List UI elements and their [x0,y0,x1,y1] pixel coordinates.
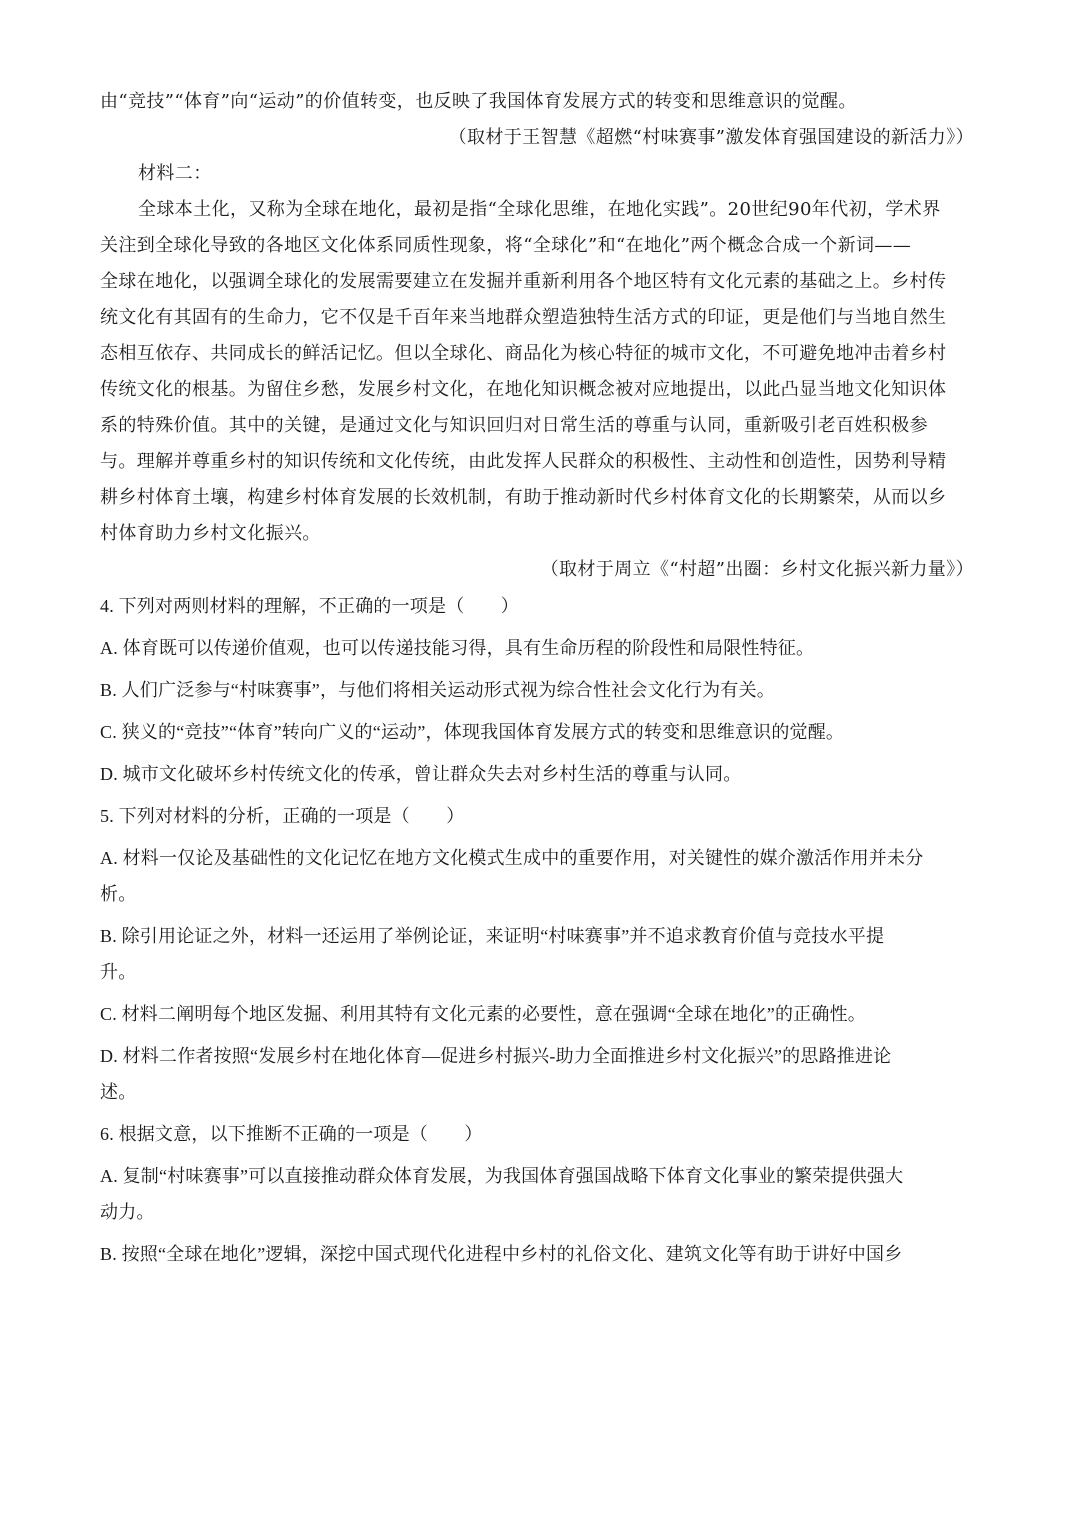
exam-page [100,84,978,1272]
material-two [100,156,978,588]
option-d-continued: 述。 [100,1082,137,1102]
question-stem: 5. 下列对材料的分析，正确的一项是（ ） [100,806,465,826]
material-two-heading: 材料二： [138,163,212,184]
question-stem: 4. 下列对两则材料的理解，不正确的一项是（ ） [100,596,519,616]
passage-line: 统文化有其固有的生命力，它不仅是千百年来当地群众塑造独特生活方式的印证，更是他们与当地自然生 [100,307,947,328]
question-stem: 6. 根据文意，以下推断不正确的一项是（ ） [100,1124,483,1144]
option-a: A. 材料一仅论及基础性的文化记忆在地方文化模式生成中的重要作用，对关键性的媒介激活作用并未分 [100,848,924,868]
passage-line: 由“竞技”“体育”向“运动”的价值转变，也反映了我国体育发展方式的转变和思维意识的觉醒。 [100,91,857,112]
option-a-continued: 动力。 [100,1202,155,1222]
option-c: C. 材料二阐明每个地区发掘、利用其特有文化元素的必要性，意在强调“全球在地化”的正确性。 [100,1004,866,1024]
passage-line: 全球在地化，以强调全球化的发展需要建立在发掘并重新利用各个地区特有文化元素的基础之上。乡村传 [100,271,947,292]
question-6 [100,1116,978,1272]
option-b: B. 除引用论证之外，材料一还运用了举例论证，来证明“村味赛事”并不追求教育价值与竞技水平提 [100,926,885,946]
passage-line: 与。理解并尊重乡村的知识传统和文化传统，由此发挥人民群众的积极性、主动性和创造性，因势利导精 [100,451,947,472]
material-one-tail [100,84,978,156]
passage-line: 耕乡村体育土壤，构建乡村体育发展的长效机制，有助于推动新时代乡村体育文化的长期繁荣，从而以乡 [100,487,947,508]
option-b: B. 人们广泛参与“村味赛事”，与他们将相关运动形式视为综合性社会文化行为有关。 [100,680,775,700]
passage-line: 态相互依存、共同成长的鲜活记忆。但以全球化、商品化为核心特征的城市文化，不可避免地冲击着乡村 [100,343,947,364]
option-b-continued: 升。 [100,962,137,982]
passage-line: 系的特殊价值。其中的关键，是通过文化与知识回归对日常生活的尊重与认同，重新吸引老百姓积极参 [100,415,928,436]
passage-line: 村体育助力乡村文化振兴。 [100,523,321,544]
passage-line: 全球本土化，又称为全球在地化，最初是指“全球化思维，在地化实践”。20世纪90年代初，学术界 [138,199,941,220]
option-a-continued: 析。 [100,884,137,904]
option-c: C. 狭义的“竞技”“体育”转向广义的“运动”，体现我国体育发展方式的转变和思维意识的觉醒。 [100,722,845,742]
option-a: A. 体育既可以传递价值观，也可以传递技能习得，具有生命历程的阶段性和局限性特征。 [100,638,815,658]
option-b: B. 按照“全球在地化”逻辑，深挖中国式现代化进程中乡村的礼俗文化、建筑文化等有助于讲好中国乡 [100,1244,903,1264]
passage-line: 传统文化的根基。为留住乡愁，发展乡村文化，在地化知识概念被对应地提出，以此凸显当地文化知识体 [100,379,947,400]
question-4 [100,588,978,798]
question-5 [100,798,978,1116]
material-two-source: （取材于周立《“村超”出圈：乡村文化振兴新力量》） [540,559,974,580]
material-one-source: （取材于王智慧《超燃“村味赛事”激发体育强国建设的新活力》） [448,127,974,148]
option-d: D. 城市文化破坏乡村传统文化的传承，曾让群众失去对乡村生活的尊重与认同。 [100,764,742,784]
option-d: D. 材料二作者按照“发展乡村在地化体育—促进乡村振兴-助力全面推进乡村文化振兴”的思路推进论 [100,1046,892,1066]
passage-line: 关注到全球化导致的各地区文化体系同质性现象，将“全球化”和“在地化”两个概念合成一个新词—— [100,235,912,256]
option-a: A. 复制“村味赛事”可以直接推动群众体育发展，为我国体育强国战略下体育文化事业的繁荣提供强大 [100,1166,904,1186]
